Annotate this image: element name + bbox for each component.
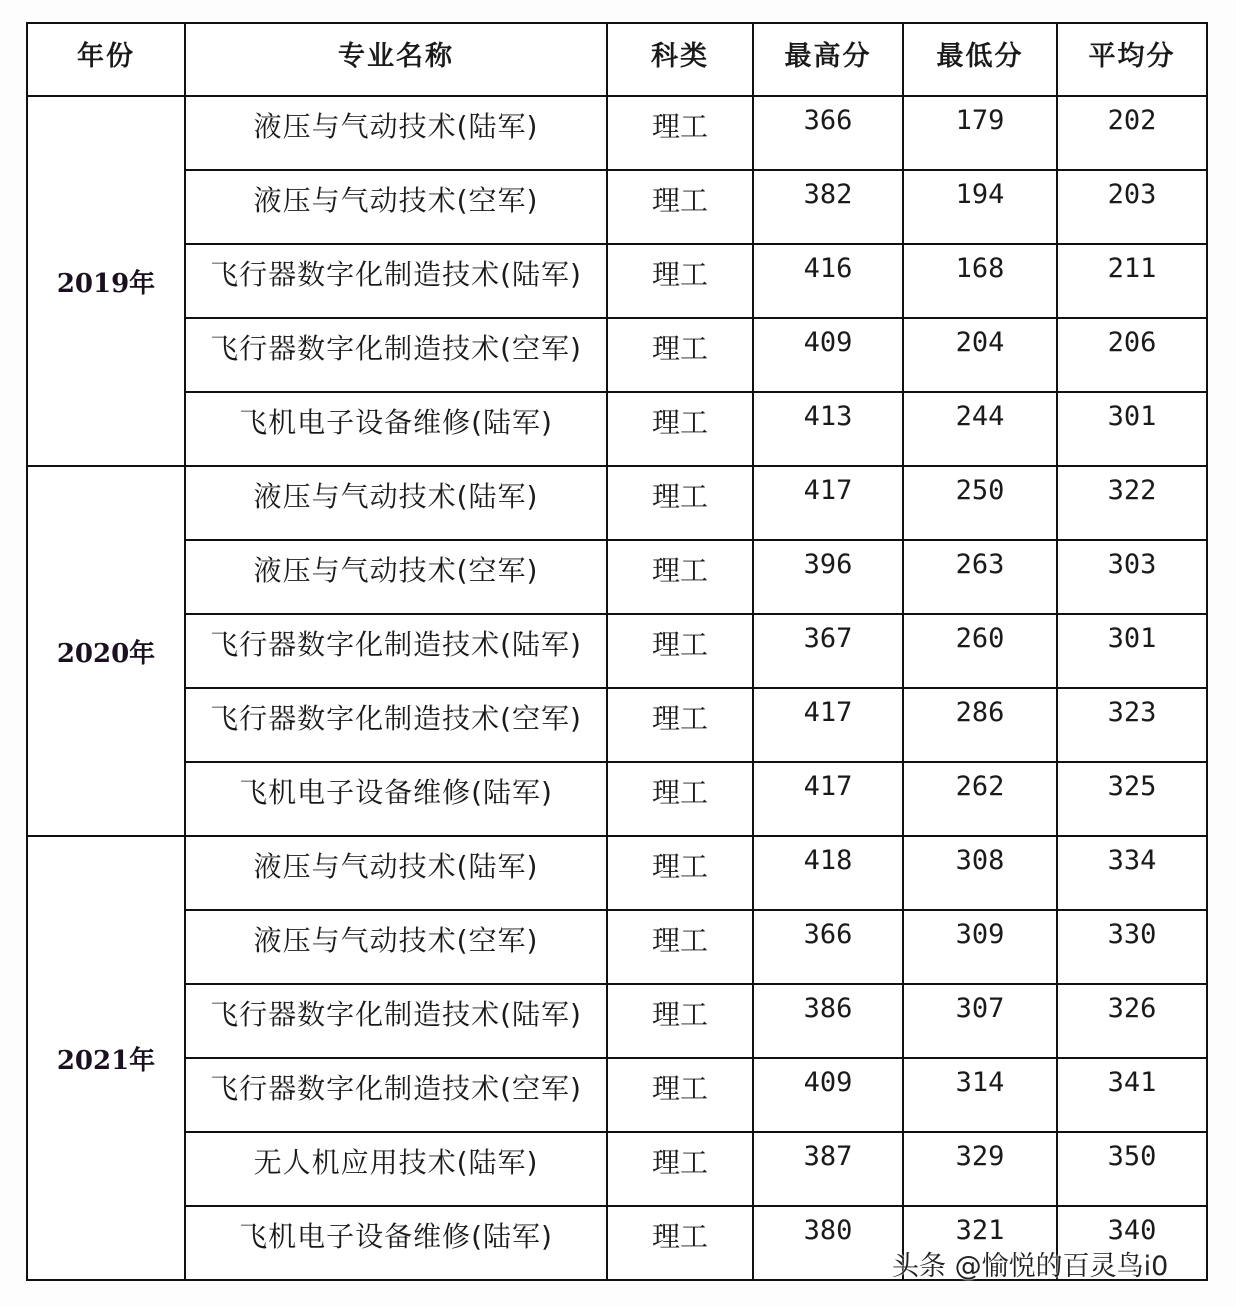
table-row xyxy=(27,614,1207,688)
max-score-cell: 366 xyxy=(753,96,903,170)
min-score-cell: 321 xyxy=(903,1206,1057,1280)
min-score-cell: 329 xyxy=(903,1132,1057,1206)
major-cell: 飞机电子设备维修(陆军) xyxy=(185,762,607,836)
avg-score-cell: 203 xyxy=(1057,170,1207,244)
min-score-cell: 314 xyxy=(903,1058,1057,1132)
category-cell: 理工 xyxy=(607,614,753,688)
major-cell: 飞机电子设备维修(陆军) xyxy=(185,1206,607,1280)
table-row xyxy=(27,540,1207,614)
avg-score-cell: 301 xyxy=(1057,614,1207,688)
major-cell: 液压与气动技术(空军) xyxy=(185,170,607,244)
table-row xyxy=(27,318,1207,392)
major-cell: 飞机电子设备维修(陆军) xyxy=(185,392,607,466)
table-row xyxy=(27,762,1207,836)
header-major: 专业名称 xyxy=(185,23,607,96)
category-cell: 理工 xyxy=(607,170,753,244)
major-cell: 飞行器数字化制造技术(空军) xyxy=(185,318,607,392)
category-cell: 理工 xyxy=(607,96,753,170)
max-score-cell: 418 xyxy=(753,836,903,910)
avg-score-cell: 341 xyxy=(1057,1058,1207,1132)
max-score-cell: 409 xyxy=(753,1058,903,1132)
avg-score-cell: 322 xyxy=(1057,466,1207,540)
avg-score-cell: 330 xyxy=(1057,910,1207,984)
major-cell: 液压与气动技术(空军) xyxy=(185,910,607,984)
major-cell: 飞行器数字化制造技术(陆军) xyxy=(185,244,607,318)
category-cell: 理工 xyxy=(607,1058,753,1132)
major-cell: 液压与气动技术(陆军) xyxy=(185,836,607,910)
max-score-cell: 413 xyxy=(753,392,903,466)
major-cell: 液压与气动技术(陆军) xyxy=(185,466,607,540)
major-cell: 液压与气动技术(空军) xyxy=(185,540,607,614)
table-row xyxy=(27,466,1207,540)
table-row xyxy=(27,170,1207,244)
table-row xyxy=(27,1058,1207,1132)
min-score-cell: 307 xyxy=(903,984,1057,1058)
avg-score-cell: 211 xyxy=(1057,244,1207,318)
category-cell: 理工 xyxy=(607,318,753,392)
category-cell: 理工 xyxy=(607,466,753,540)
min-score-cell: 168 xyxy=(903,244,1057,318)
category-cell: 理工 xyxy=(607,688,753,762)
table-row xyxy=(27,836,1207,910)
header-max-score: 最高分 xyxy=(753,23,903,96)
table-row xyxy=(27,392,1207,466)
avg-score-cell: 202 xyxy=(1057,96,1207,170)
avg-score-cell: 326 xyxy=(1057,984,1207,1058)
header-row xyxy=(27,23,1207,96)
min-score-cell: 250 xyxy=(903,466,1057,540)
min-score-cell: 260 xyxy=(903,614,1057,688)
category-cell: 理工 xyxy=(607,1132,753,1206)
max-score-cell: 417 xyxy=(753,466,903,540)
max-score-cell: 417 xyxy=(753,688,903,762)
max-score-cell: 416 xyxy=(753,244,903,318)
year-cell: 2021年 xyxy=(27,836,185,1280)
table-row xyxy=(27,96,1207,170)
max-score-cell: 417 xyxy=(753,762,903,836)
header-avg-score: 平均分 xyxy=(1057,23,1207,96)
max-score-cell: 367 xyxy=(753,614,903,688)
category-cell: 理工 xyxy=(607,762,753,836)
year-cell: 2020年 xyxy=(27,466,185,836)
avg-score-cell: 301 xyxy=(1057,392,1207,466)
min-score-cell: 244 xyxy=(903,392,1057,466)
min-score-cell: 263 xyxy=(903,540,1057,614)
min-score-cell: 194 xyxy=(903,170,1057,244)
min-score-cell: 179 xyxy=(903,96,1057,170)
major-cell: 飞行器数字化制造技术(空军) xyxy=(185,1058,607,1132)
table-row xyxy=(27,688,1207,762)
min-score-cell: 308 xyxy=(903,836,1057,910)
category-cell: 理工 xyxy=(607,540,753,614)
max-score-cell: 366 xyxy=(753,910,903,984)
header-min-score: 最低分 xyxy=(903,23,1057,96)
category-cell: 理工 xyxy=(607,836,753,910)
avg-score-cell: 350 xyxy=(1057,1132,1207,1206)
min-score-cell: 262 xyxy=(903,762,1057,836)
avg-score-cell: 323 xyxy=(1057,688,1207,762)
major-cell: 飞行器数字化制造技术(陆军) xyxy=(185,614,607,688)
category-cell: 理工 xyxy=(607,244,753,318)
max-score-cell: 386 xyxy=(753,984,903,1058)
min-score-cell: 286 xyxy=(903,688,1057,762)
avg-score-cell: 334 xyxy=(1057,836,1207,910)
table-row xyxy=(27,910,1207,984)
avg-score-cell: 325 xyxy=(1057,762,1207,836)
year-cell: 2019年 xyxy=(27,96,185,466)
min-score-cell: 309 xyxy=(903,910,1057,984)
major-cell: 液压与气动技术(陆军) xyxy=(185,96,607,170)
category-cell: 理工 xyxy=(607,1206,753,1280)
major-cell: 飞行器数字化制造技术(空军) xyxy=(185,688,607,762)
category-cell: 理工 xyxy=(607,984,753,1058)
max-score-cell: 409 xyxy=(753,318,903,392)
category-cell: 理工 xyxy=(607,910,753,984)
major-cell: 无人机应用技术(陆军) xyxy=(185,1132,607,1206)
major-cell: 飞行器数字化制造技术(陆军) xyxy=(185,984,607,1058)
min-score-cell: 204 xyxy=(903,318,1057,392)
header-category: 科类 xyxy=(607,23,753,96)
table-row xyxy=(27,244,1207,318)
table-row xyxy=(27,984,1207,1058)
avg-score-cell: 206 xyxy=(1057,318,1207,392)
max-score-cell: 387 xyxy=(753,1132,903,1206)
category-cell: 理工 xyxy=(607,392,753,466)
avg-score-cell: 340 xyxy=(1057,1206,1207,1280)
max-score-cell: 380 xyxy=(753,1206,903,1280)
max-score-cell: 382 xyxy=(753,170,903,244)
table-row xyxy=(27,1132,1207,1206)
watermark: 头条 @愉悦的百灵鸟i0 xyxy=(892,1251,1169,1282)
header-year: 年份 xyxy=(27,23,185,96)
avg-score-cell: 303 xyxy=(1057,540,1207,614)
score-table xyxy=(26,22,1208,1281)
max-score-cell: 396 xyxy=(753,540,903,614)
